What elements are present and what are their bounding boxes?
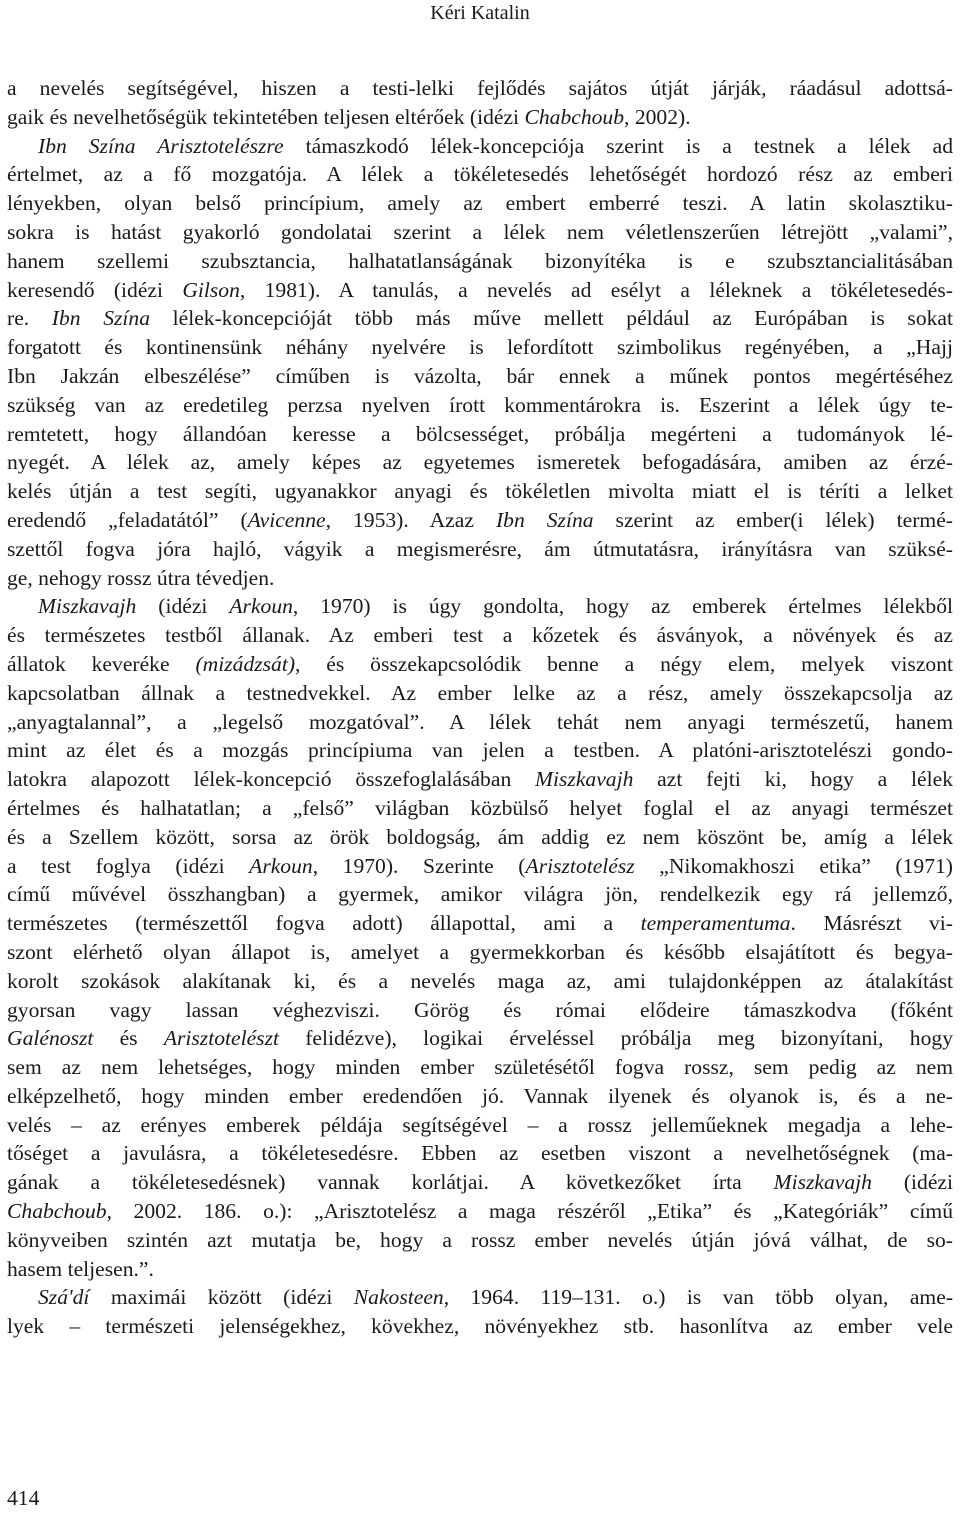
text-line: és természetes testből állanak. Az emberi test a kőzetek és ásványok, a növények és az xyxy=(7,623,953,648)
text-line: re. Ibn Szína lélek-koncepcióját több más műve mellett például az Európában is sokat xyxy=(7,306,953,331)
text-line: remtetett, hogy állandóan keresse a bölcsességet, próbálja megérteni a tudományok lé- xyxy=(7,421,953,446)
italic-name: Nakosteen xyxy=(353,1285,444,1310)
text-line: a nevelés segítségével, hiszen a testi-lelki fejlődés sajátos útját járják, ráadásul adottsá- xyxy=(7,76,953,100)
text-line: gának a tökéletesedésnek) vannak korlátjai. A következőket írta Miszkavajh (idézi xyxy=(7,1170,953,1195)
text-line: lyek – természeti jelenségekhez, kövekhez, növényekhez stb. hasonlítva az ember vele xyxy=(7,1314,953,1339)
text-line: kapcsolatban állnak a testnedvekkel. Az ember lelke az a rész, amely összekapcsolja az xyxy=(7,680,953,705)
text-line: nyegét. A lélek az, amely képes az egyetemes ismeretek befogadására, amiben az érzé- xyxy=(7,450,953,475)
text-line: értelmes és halhatatlan; a „felső” világban közbülső helyet foglal el az anyagi természet xyxy=(7,795,953,820)
italic-name: Galénoszt xyxy=(7,1026,94,1051)
text-line: elképzelhető, hogy minden ember eredendően jó. Vannak ilyenek és olyanok is, és a ne- xyxy=(7,1083,953,1108)
text-line: a test foglya (idézi Arkoun, 1970). Szerinte (Arisztotelész „Nikomakhoszi etika” (1971) xyxy=(7,853,953,878)
text-line: állatok keveréke (mizádzsát), és összekapcsolódik benne a négy elem, melyek viszont xyxy=(7,651,953,676)
text-line: és a Szellem között, sorsa az örök boldogság, ám addig ez nem köszönt be, amíg a lélek xyxy=(7,824,953,849)
text-line: sokra is hatást gyakorló gondolatai szerint a lélek nem véletlenszerűen létrejött „valami”, xyxy=(7,219,953,244)
text-line: velés – az erényes emberek példája segítségével – a rossz jelleműeknek megadja a lehe- xyxy=(7,1112,953,1137)
text-line: sem az nem lehetséges, hogy minden ember születésétől fogva rossz, sem pedig az nem xyxy=(7,1055,953,1080)
text-line: Szá'dí maximái között (idézi Nakosteen, 1964. 119–131. o.) is van több olyan, ame- xyxy=(38,1285,953,1310)
text-line: eredendő „feladatától” (Avicenne, 1953). Azaz Ibn Szína szerint az ember(i lélek) termé- xyxy=(7,507,953,532)
text-line: Chabchoub, 2002. 186. o.): „Arisztotelész a maga részéről „Etika” és „Kategóriák” című xyxy=(7,1199,953,1224)
text-line: természetes (természettől fogva adott) állapottal, ami a temperamentuma. Másrészt vi- xyxy=(7,911,953,936)
text-line: hanem szellemi szubsztancia, halhatatlanságának bizonyítéka is e szubsztancialitásában xyxy=(7,248,953,273)
text-line: kelés útján a test segíti, ugyanakkor anyagi és tökéletlen mivolta miatt el is téríti a lelket xyxy=(7,479,953,504)
italic-name: temperamentuma xyxy=(640,911,791,936)
text-line: forgatott és kontinensünk néhány nyelvére is lefordított szimbolikus regényében, a „Hajj xyxy=(7,335,953,360)
text-line: tőséget a javulásra, a tökéletesedésre. Ebben az esetben viszont a nevelhetőségnek (ma- xyxy=(7,1141,953,1166)
page-number: 414 xyxy=(7,1486,40,1510)
italic-name: Chabchoub xyxy=(7,1199,107,1224)
text-line: Ibn Szína Arisztotelészre támaszkodó lélek-koncepciója szerint is a testnek a lélek ad xyxy=(38,133,953,158)
italic-name: Arkoun xyxy=(229,594,293,619)
italic-name: Avicenne xyxy=(247,507,326,532)
text-line: értelmet, az a fő mozgatója. A lélek a tökéletesedés lehetőségét hordozó rész az emberi xyxy=(7,162,953,187)
italic-name: (mizádzsát) xyxy=(195,651,296,676)
text-line: Ibn Jakzán elbeszélése” címűben is vázolta, bár ennek a műnek pontos megértéséhez xyxy=(7,363,953,388)
italic-name: Arisztotelész xyxy=(525,853,635,878)
text-line: latokra alapozott lélek-koncepció összefoglalásában Miszkavajh azt fejti ki, hogy a lélek xyxy=(7,767,953,792)
text-line: szont elérhető olyan állapot is, amelyet a gyermekkorban és később elsajátított és begya- xyxy=(7,939,953,964)
italic-name: Szá'dí xyxy=(38,1285,90,1310)
text-line: gaik és nevelhetőségük tekintetében teljesen eltérőek (idézi Chabchoub, 2002). xyxy=(7,104,691,129)
italic-name: Ibn Szína Arisztotelészre xyxy=(38,133,284,158)
italic-name: Arkoun xyxy=(249,853,313,878)
running-header: Kéri Katalin xyxy=(430,2,530,24)
text-line: „anyagtalannal”, a „legelső mozgatóval”. A lélek tehát nem anyagi természetű, hanem xyxy=(7,709,953,734)
text-line: című művével összhangban) a gyermek, amikor világra jön, rendelkezik egy rá jellemző, xyxy=(7,882,953,907)
text-line: hasem teljesen.”. xyxy=(7,1256,154,1281)
italic-name: Miszkavajh xyxy=(535,767,634,792)
text-line: szettől fogva jóra hajló, vágyik a megismerésre, ám útmutatásra, irányításra van szüksé- xyxy=(7,536,953,561)
text-line: korolt szokások alakítanak ki, és a nevelés maga az, ami tulajdonképpen az átalakítást xyxy=(7,968,953,993)
text-line: ge, nehogy rossz útra tévedjen. xyxy=(7,565,275,590)
text-line: könyveiben szintén azt mutatja be, hogy a rossz ember nevelés útján jóvá válhat, de so- xyxy=(7,1227,953,1252)
italic-name: Miszkavajh xyxy=(773,1170,872,1195)
italic-name: Ibn Szína xyxy=(51,306,150,331)
italic-name: Miszkavajh xyxy=(38,594,137,619)
text-line: szükség van az eredetileg perzsa nyelven írott kommentárokra is. Eszerint a lélek úgy te- xyxy=(7,392,953,417)
text-line: keresendő (idézi Gilson, 1981). A tanulás, a nevelés ad esélyt a léleknek a tökéletesedés- xyxy=(7,277,953,302)
italic-name: Chabchoub xyxy=(524,104,625,129)
text-line: Galénoszt és Arisztotelészt felidézve), logikai érveléssel próbálja meg bizonyítani, hogy xyxy=(7,1026,953,1051)
italic-name: Gilson xyxy=(182,277,240,302)
text-line: gyorsan vagy lassan véghezviszi. Görög és római elődeire támaszkodva (főként xyxy=(7,997,953,1022)
italic-name: Ibn Szína xyxy=(495,507,594,532)
text-line: lényekben, olyan belső princípium, amely az embert emberré teszi. A latin skolasztiku- xyxy=(7,191,953,216)
text-line: mint az élet és a mozgás princípiuma van jelen a testben. A platóni-arisztotelészi gondo- xyxy=(7,738,953,763)
text-line: Miszkavajh (idézi Arkoun, 1970) is úgy gondolta, hogy az emberek értelmes lélekből xyxy=(38,594,953,619)
body-text xyxy=(7,74,953,1341)
italic-name: Arisztotelészt xyxy=(163,1026,279,1051)
